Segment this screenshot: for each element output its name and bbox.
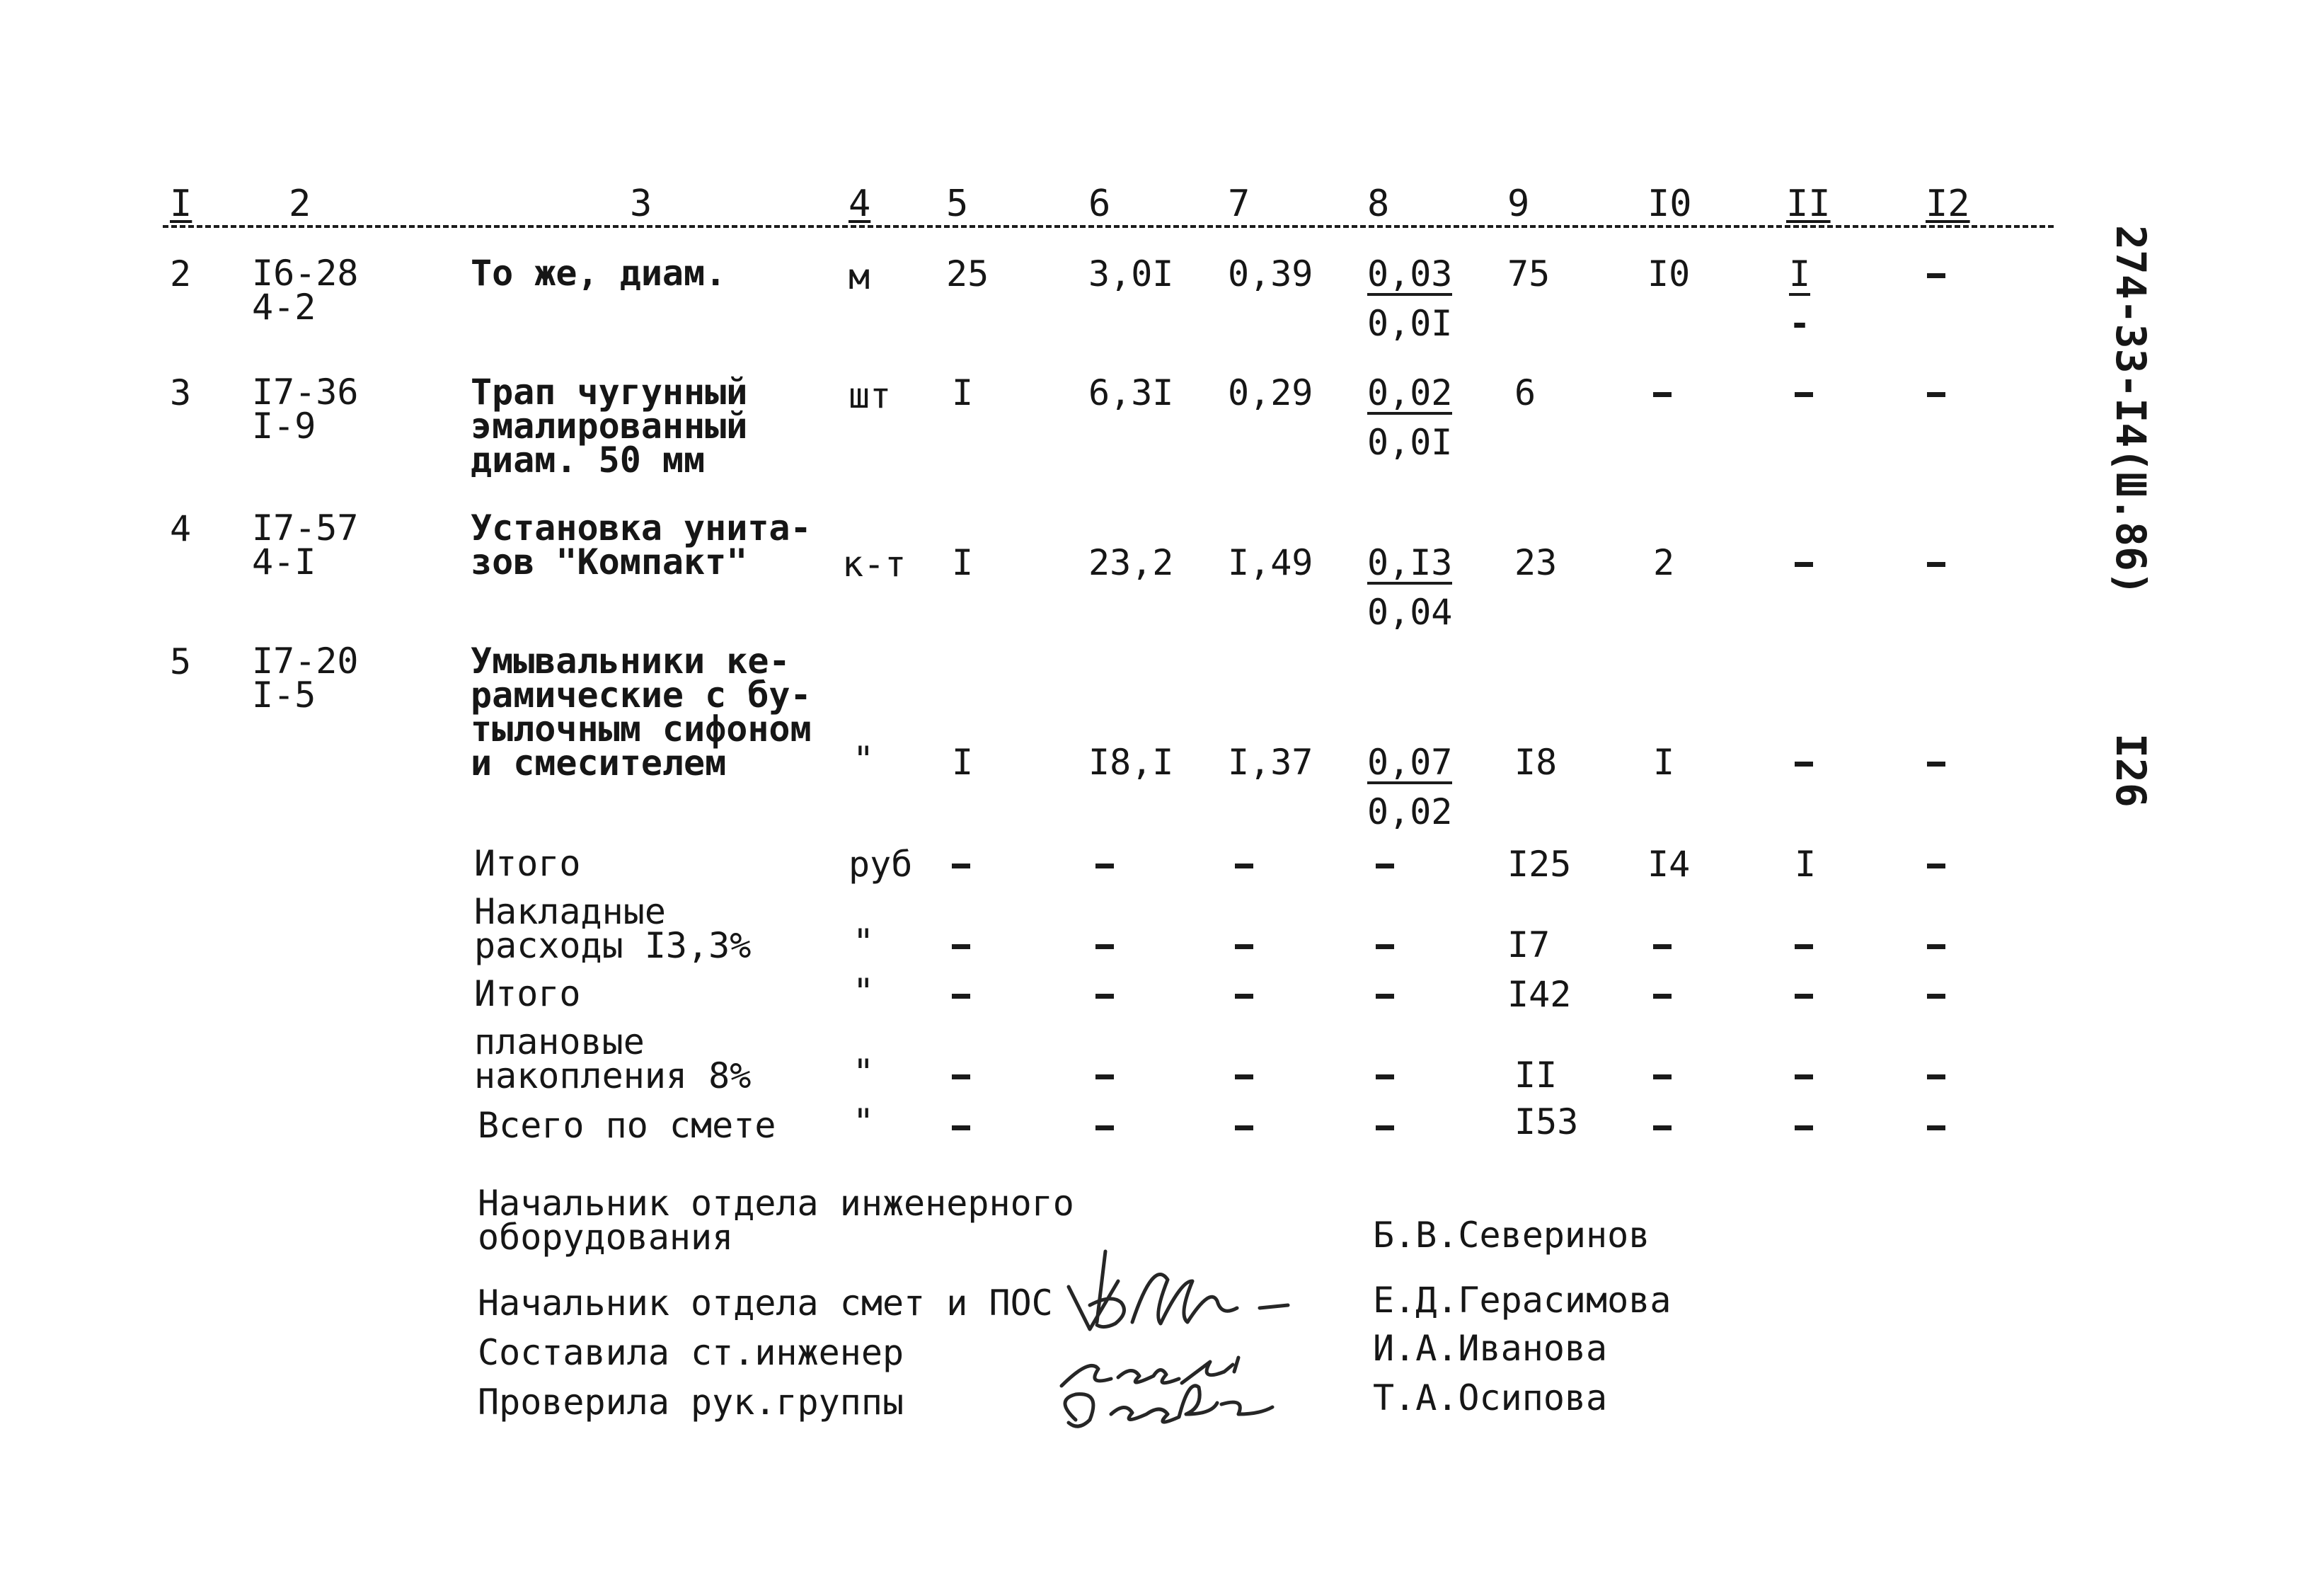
col11-value <box>1795 745 1816 780</box>
dash-mark <box>1927 273 1945 278</box>
dash-mark <box>1235 994 1253 999</box>
machine-cost-fraction <box>1367 542 1466 633</box>
summary-wages <box>1653 1057 1674 1093</box>
dash-mark <box>1095 944 1114 949</box>
item-name: Умывальники ке- рамические с бу- тылочным сифоном и смесителем <box>471 641 812 784</box>
column-header: I <box>170 183 192 225</box>
summary-c8 <box>1376 1057 1397 1093</box>
quantity: 25 <box>946 253 989 294</box>
dash-mark <box>1095 994 1114 999</box>
total-cost: 6 <box>1514 372 1536 413</box>
total-wages: I0 <box>1647 253 1691 294</box>
column-header: 3 <box>630 183 652 225</box>
summary-label: Итого <box>474 843 581 884</box>
fraction-denominator: 0,0I <box>1367 422 1453 463</box>
dash-mark <box>952 944 970 949</box>
dash-mark <box>1095 1074 1114 1079</box>
col11-value <box>1795 545 1816 580</box>
norm-code: I7-20 I-5 <box>252 641 359 716</box>
signatory-name: Б.В.Северинов <box>1373 1215 1650 1256</box>
fraction-numerator: I <box>1789 253 1811 294</box>
unit-cost: 23,2 <box>1088 542 1174 583</box>
column-header: II <box>1786 183 1831 225</box>
machine-cost-fraction <box>1367 372 1466 463</box>
summary-total: I25 <box>1507 844 1572 885</box>
page-number: I26 <box>2107 733 2155 808</box>
summary-unit: " <box>853 1052 875 1093</box>
summary-c8 <box>1376 1108 1397 1144</box>
summary-c7 <box>1235 1108 1256 1144</box>
summary-c5 <box>952 977 973 1012</box>
summary-c12 <box>1927 927 1948 963</box>
dash-mark <box>1235 864 1253 868</box>
signatory-name: Т.А.Осипова <box>1373 1377 1608 1418</box>
summary-c12 <box>1927 847 1948 882</box>
dash-mark <box>1376 864 1394 868</box>
summary-c11 <box>1795 977 1816 1012</box>
summary-unit: " <box>853 1101 875 1142</box>
dash-mark <box>952 1074 970 1079</box>
summary-c12 <box>1927 977 1948 1012</box>
quantity: I <box>952 742 974 783</box>
header-rule <box>163 225 2054 228</box>
total-wages: I <box>1653 742 1675 783</box>
signatory-role: Составила ст.инженер <box>478 1332 904 1373</box>
dash-mark <box>1795 1074 1813 1079</box>
item-name: То же, диам. <box>471 253 727 294</box>
dash-mark <box>1095 1125 1114 1130</box>
column-header: 2 <box>289 183 311 225</box>
summary-wages <box>1653 1108 1674 1144</box>
dash-mark <box>1376 994 1394 999</box>
fraction-numerator: 0,03 <box>1367 253 1453 294</box>
col12-value <box>1927 545 1948 580</box>
unit: " <box>853 739 875 780</box>
summary-wages <box>1653 977 1674 1012</box>
row-number: 3 <box>170 372 192 413</box>
unit-cost: I8,I <box>1088 742 1174 783</box>
summary-c5 <box>952 1057 973 1093</box>
dash-mark <box>1795 1125 1813 1130</box>
summary-total: I42 <box>1507 974 1572 1015</box>
summary-c11 <box>1795 1108 1816 1144</box>
norm-code: I7-57 4-I <box>252 507 359 583</box>
dash-mark <box>1235 1074 1253 1079</box>
total-cost: I8 <box>1514 742 1558 783</box>
summary-unit: руб <box>849 844 913 885</box>
dash-mark <box>952 1125 970 1130</box>
unit: к-т <box>842 544 907 585</box>
summary-c5 <box>952 1108 973 1144</box>
dash-mark <box>1795 562 1813 567</box>
dash-mark <box>1795 392 1813 397</box>
summary-total: II <box>1514 1055 1558 1096</box>
fraction-denominator: 0,04 <box>1367 592 1453 633</box>
dash-mark <box>1927 944 1945 949</box>
wage-cost: I,37 <box>1228 742 1313 783</box>
dash-mark <box>1653 392 1672 397</box>
dash-mark <box>952 864 970 868</box>
col12-value <box>1927 745 1948 780</box>
fraction-numerator: 0,02 <box>1367 372 1453 413</box>
column-header: I0 <box>1647 183 1692 225</box>
dash-mark <box>1927 762 1945 767</box>
signatory-role: Проверила рук.группы <box>478 1382 904 1423</box>
fraction-denominator: - <box>1789 303 1811 344</box>
summary-c6 <box>1095 977 1117 1012</box>
total-cost: 23 <box>1514 542 1558 583</box>
col12-value <box>1927 375 1948 411</box>
dash-mark <box>1235 944 1253 949</box>
fraction-denominator: 0,02 <box>1367 791 1453 832</box>
fraction-numerator: 0,I3 <box>1367 542 1453 583</box>
dash-mark <box>1927 562 1945 567</box>
dash-mark <box>1927 994 1945 999</box>
summary-c8 <box>1376 847 1397 882</box>
dash-mark <box>1795 944 1813 949</box>
dash-mark <box>1376 1125 1394 1130</box>
unit-cost: 6,3I <box>1088 372 1174 413</box>
column-header: 9 <box>1507 183 1530 225</box>
summary-c12 <box>1927 1108 1948 1144</box>
summary-unit: " <box>853 971 875 1012</box>
column-header: 4 <box>849 183 871 225</box>
dash-mark <box>1653 944 1672 949</box>
total-wages <box>1653 375 1674 411</box>
dash-mark <box>1653 994 1672 999</box>
summary-c8 <box>1376 927 1397 963</box>
dash-mark <box>1095 864 1114 868</box>
dash-mark <box>952 994 970 999</box>
summary-c7 <box>1235 847 1256 882</box>
total-wages: 2 <box>1653 542 1675 583</box>
row-number: 2 <box>170 253 192 294</box>
dash-mark <box>1927 864 1945 868</box>
dash-mark <box>1927 1074 1945 1079</box>
unit: шт <box>849 375 892 416</box>
column-header: 5 <box>946 183 969 225</box>
column-header: 8 <box>1367 183 1390 225</box>
fraction-denominator: 0,0I <box>1367 303 1453 344</box>
unit: м <box>849 256 870 297</box>
dash-mark <box>1653 1074 1672 1079</box>
summary-wages: I4 <box>1647 844 1691 885</box>
row-number: 4 <box>170 508 192 549</box>
fraction-numerator: 0,07 <box>1367 742 1453 783</box>
unit-cost: 3,0I <box>1088 253 1174 294</box>
col11-fraction <box>1789 253 1888 344</box>
summary-c7 <box>1235 977 1256 1012</box>
quantity: I <box>952 542 974 583</box>
summary-c6 <box>1095 1057 1117 1093</box>
dash-mark <box>1653 1125 1672 1130</box>
summary-c12 <box>1927 1057 1948 1093</box>
column-header: 6 <box>1088 183 1111 225</box>
wage-cost: 0,29 <box>1228 372 1313 413</box>
item-name: Трап чугунный эмалированный диам. 50 мм <box>471 372 748 481</box>
dash-mark <box>1795 762 1813 767</box>
document-code: 274-33-I4(Ш.86) <box>2107 225 2155 596</box>
total-cost: 75 <box>1507 253 1551 294</box>
col12-value <box>1927 256 1948 292</box>
summary-c7 <box>1235 927 1256 963</box>
dash-mark <box>1927 1125 1945 1130</box>
dash-mark <box>1376 944 1394 949</box>
machine-cost-fraction <box>1367 253 1466 344</box>
signatory-role: Начальник отдела смет и ПОС <box>478 1283 1053 1324</box>
summary-c11 <box>1795 927 1816 963</box>
column-header: I2 <box>1926 183 1970 225</box>
summary-c6 <box>1095 927 1117 963</box>
summary-total: I53 <box>1514 1101 1579 1142</box>
summary-unit: " <box>853 922 875 963</box>
summary-wages <box>1653 927 1674 963</box>
dash-mark <box>1927 392 1945 397</box>
column-header: 7 <box>1228 183 1250 225</box>
handwritten-signatures <box>1047 1237 1345 1442</box>
summary-c5 <box>952 927 973 963</box>
summary-label: Всего по смете <box>478 1105 776 1146</box>
dash-mark <box>1235 1125 1253 1130</box>
summary-label: Накладные расходы I3,3% <box>474 891 752 966</box>
col11-value <box>1795 375 1816 411</box>
summary-c6 <box>1095 1108 1117 1144</box>
summary-c11: I <box>1795 844 1817 885</box>
summary-total: I7 <box>1507 924 1551 965</box>
summary-c11 <box>1795 1057 1816 1093</box>
wage-cost: I,49 <box>1228 542 1313 583</box>
signatory-role: Начальник отдела инженерного оборудования <box>478 1183 1074 1258</box>
dash-mark <box>1795 994 1813 999</box>
summary-c5 <box>952 847 973 882</box>
summary-c8 <box>1376 977 1397 1012</box>
wage-cost: 0,39 <box>1228 253 1313 294</box>
dash-mark <box>1376 1074 1394 1079</box>
norm-code: I6-28 4-2 <box>252 253 359 328</box>
signatory-name: Е.Д.Герасимова <box>1373 1280 1672 1321</box>
summary-label: Итого <box>474 973 581 1014</box>
row-number: 5 <box>170 641 192 682</box>
machine-cost-fraction <box>1367 742 1466 832</box>
summary-c7 <box>1235 1057 1256 1093</box>
summary-c6 <box>1095 847 1117 882</box>
signatory-name: И.А.Иванова <box>1373 1328 1608 1369</box>
quantity: I <box>952 372 974 413</box>
summary-label: плановые накопления 8% <box>474 1021 752 1096</box>
norm-code: I7-36 I-9 <box>252 372 359 447</box>
item-name: Установка унита- зов "Компакт" <box>471 507 812 583</box>
